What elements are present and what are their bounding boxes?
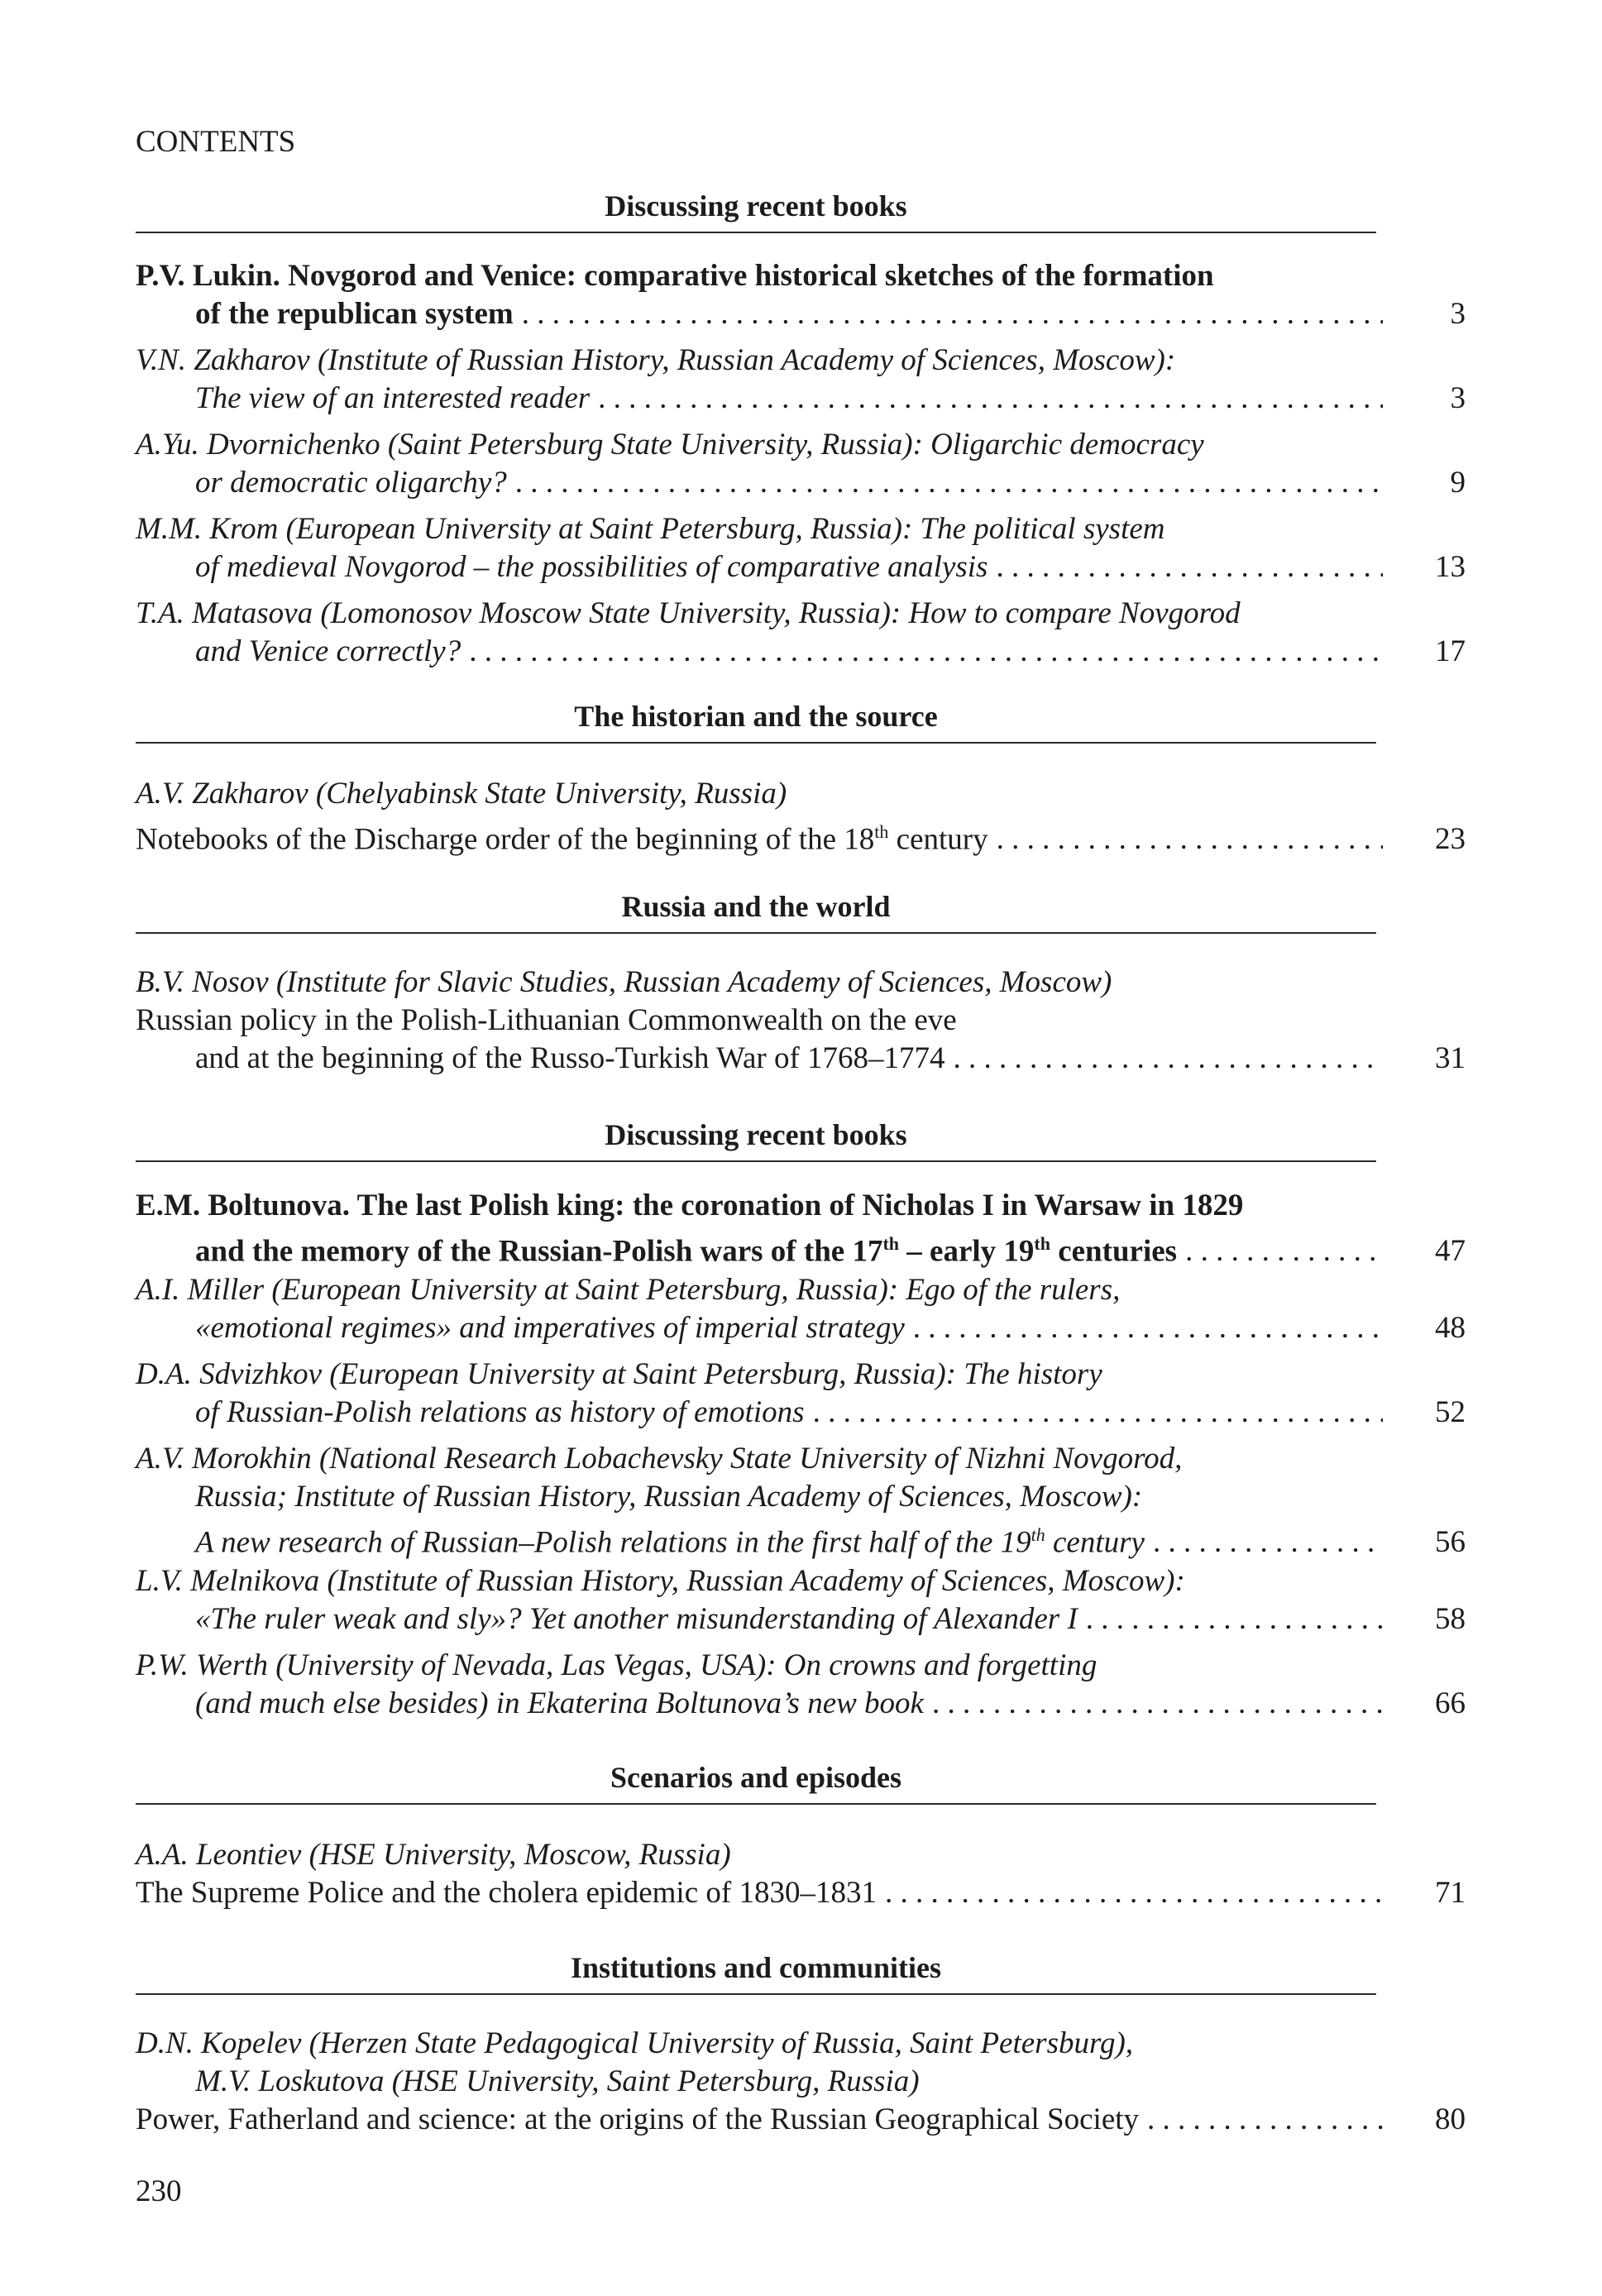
entry-line	[136, 1225, 1466, 1269]
dot-leader	[1153, 1523, 1383, 1562]
section-heading: Russia and the world	[136, 888, 1376, 934]
toc-entry	[136, 342, 1466, 418]
entry-text: and at the beginning of the Russo-Turkish War of 1768–1774	[195, 1041, 945, 1075]
page-number: 71	[1435, 1876, 1466, 1910]
toc-entry	[136, 2025, 1466, 2139]
toc-entry	[136, 775, 1466, 857]
dot-leader	[598, 380, 1383, 418]
entry-line: A.A. Leontiev (HSE University, Moscow, Russia)	[136, 1838, 731, 1872]
entry-line: E.M. Boltunova. The last Polish king: the coronation of Nicholas I in Warsaw in 1829	[136, 1189, 1244, 1222]
entry-line: P.V. Lukin. Novgorod and Venice: comparative historical sketches of the formation	[136, 259, 1214, 293]
page-number: 17	[1435, 634, 1466, 668]
dot-leader	[932, 1685, 1383, 1723]
entry-text: The Supreme Police and the cholera epidemic of 1830–1831	[136, 1876, 877, 1910]
section-heading: The historian and the source	[136, 698, 1376, 744]
section-heading: Institutions and communities	[136, 1949, 1376, 1995]
entry-line	[136, 1394, 1466, 1432]
entry-line: P.W. Werth (University of Nevada, Las Vegas, USA): On crowns and forgetting	[136, 1648, 1097, 1682]
page-number: 58	[1435, 1602, 1466, 1636]
page-number: 23	[1435, 822, 1466, 857]
page-number: 3	[1450, 381, 1466, 415]
entry-line	[136, 1516, 1466, 1560]
entry-line: M.M. Krom (European University at Saint Petersburg, Russia): The political system	[136, 512, 1165, 546]
entry-line	[136, 633, 1466, 671]
dot-leader	[522, 295, 1383, 333]
entry-text: Notebooks of the Discharge order of the beginning of the 18th century	[136, 821, 988, 857]
entry-line: B.V. Nosov (Institute for Slavic Studies, Russian Academy of Sciences, Moscow)	[136, 965, 1112, 999]
dot-leader	[1086, 1600, 1383, 1638]
page-number: 31	[1435, 1041, 1466, 1075]
entry-text: A new research of Russian–Polish relations in the first half of the 19th century	[195, 1524, 1145, 1560]
entry-line	[136, 1040, 1466, 1078]
entry-line: Russian policy in the Polish-Lithuanian Commonwealth on the eve	[136, 1003, 957, 1037]
page-number: 52	[1435, 1395, 1466, 1429]
toc-entry	[136, 426, 1466, 502]
entry-line: L.V. Melnikova (Institute of Russian History, Russian Academy of Sciences, Moscow):	[136, 1564, 1185, 1598]
entry-line	[136, 380, 1466, 418]
toc-entry	[136, 964, 1466, 1078]
page-number: 48	[1435, 1311, 1466, 1345]
page-number: 9	[1450, 466, 1466, 500]
entry-line: D.N. Kopelev (Herzen State Pedagogical University of Russia, Saint Petersburg),	[136, 2026, 1134, 2060]
toc-entry	[136, 257, 1466, 333]
section-heading: Discussing recent books	[136, 188, 1376, 233]
dot-leader	[913, 1309, 1383, 1347]
page-number: 3	[1450, 297, 1466, 331]
toc-entry	[136, 1836, 1466, 1912]
toc-entry	[136, 1562, 1466, 1638]
entry-line: D.A. Sdvizhkov (European University at Saint Petersburg, Russia): The history	[136, 1357, 1102, 1391]
page-number: 66	[1435, 1686, 1466, 1720]
entry-text: «The ruler weak and sly»? Yet another misunderstanding of Alexander I	[195, 1602, 1078, 1636]
entry-line: T.A. Matasova (Lomonosov Moscow State University, Russia): How to compare Novgorod	[136, 596, 1241, 630]
entry-line	[136, 548, 1466, 586]
entry-line: V.N. Zakharov (Institute of Russian History, Russian Academy of Sciences, Moscow):	[136, 343, 1176, 377]
dot-leader	[813, 1394, 1383, 1432]
dot-leader	[1147, 2101, 1383, 2139]
entry-line	[136, 1685, 1466, 1723]
toc-entry	[136, 1356, 1466, 1432]
toc-entry	[136, 1440, 1466, 1560]
dot-leader	[885, 1874, 1383, 1912]
entry-line	[136, 295, 1466, 333]
superscript: th	[874, 821, 889, 842]
toc-entry	[136, 1187, 1466, 1269]
dot-leader	[996, 548, 1383, 586]
entry-line	[136, 1309, 1466, 1347]
superscript: th	[1031, 1524, 1045, 1545]
dot-leader	[997, 820, 1383, 859]
entry-text: or democratic oligarchy?	[195, 466, 507, 500]
entry-line: A.Yu. Dvornichenko (Saint Petersburg State University, Russia): Oligarchic democracy	[136, 428, 1204, 462]
entry-line	[136, 464, 1466, 502]
page-folio: 230	[136, 2174, 182, 2208]
toc-entry	[136, 595, 1466, 671]
entry-line: M.V. Loskutova (HSE University, Saint Petersburg, Russia)	[195, 2064, 920, 2098]
dot-leader	[515, 464, 1383, 502]
entry-text: The view of an interested reader	[195, 381, 591, 415]
dot-leader	[954, 1040, 1383, 1078]
page-number: 80	[1435, 2102, 1466, 2136]
toc-entry	[136, 510, 1466, 586]
entry-text: of medieval Novgorod – the possibilities of comparative analysis	[195, 550, 988, 584]
section-heading: Discussing recent books	[136, 1117, 1376, 1162]
entry-line: A.I. Miller (European University at Saint Petersburg, Russia): Ego of the rulers,	[136, 1273, 1121, 1307]
page-number: 13	[1435, 550, 1466, 584]
entry-line	[136, 1600, 1466, 1638]
section-heading: Scenarios and episodes	[136, 1759, 1376, 1805]
entry-text: of Russian-Polish relations as history of emotions	[195, 1395, 805, 1429]
dot-leader	[1185, 1232, 1383, 1270]
entry-text: and Venice correctly?	[195, 634, 461, 668]
superscript: th	[882, 1233, 900, 1254]
entry-line: Russia; Institute of Russian History, Russian Academy of Sciences, Moscow):	[195, 1480, 1143, 1514]
entry-text: of the republican system	[195, 297, 514, 331]
entry-line	[136, 1874, 1466, 1912]
entry-text: and the memory of the Russian-Polish wars of the 17th – early 19th centuries	[195, 1233, 1178, 1269]
entry-line: A.V. Zakharov (Chelyabinsk State University, Russia)	[136, 777, 787, 811]
toc-entry	[136, 1271, 1466, 1347]
page-number: 56	[1435, 1525, 1466, 1560]
toc-entry	[136, 1647, 1466, 1723]
entry-text: «emotional regimes» and imperatives of imperial strategy	[195, 1311, 905, 1345]
entry-line	[136, 2101, 1466, 2139]
entry-text: (and much else besides) in Ekaterina Boltunova’s new book	[195, 1686, 924, 1720]
entry-line: A.V. Morokhin (National Research Lobachevsky State University of Nizhni Novgorod,	[136, 1442, 1183, 1476]
superscript: th	[1034, 1233, 1050, 1254]
dot-leader	[469, 633, 1383, 671]
page-number: 47	[1435, 1234, 1466, 1269]
entry-text: Power, Fatherland and science: at the origins of the Russian Geographical Society	[136, 2102, 1140, 2136]
entry-line	[136, 813, 1466, 857]
contents-title: CONTENTS	[136, 125, 296, 159]
